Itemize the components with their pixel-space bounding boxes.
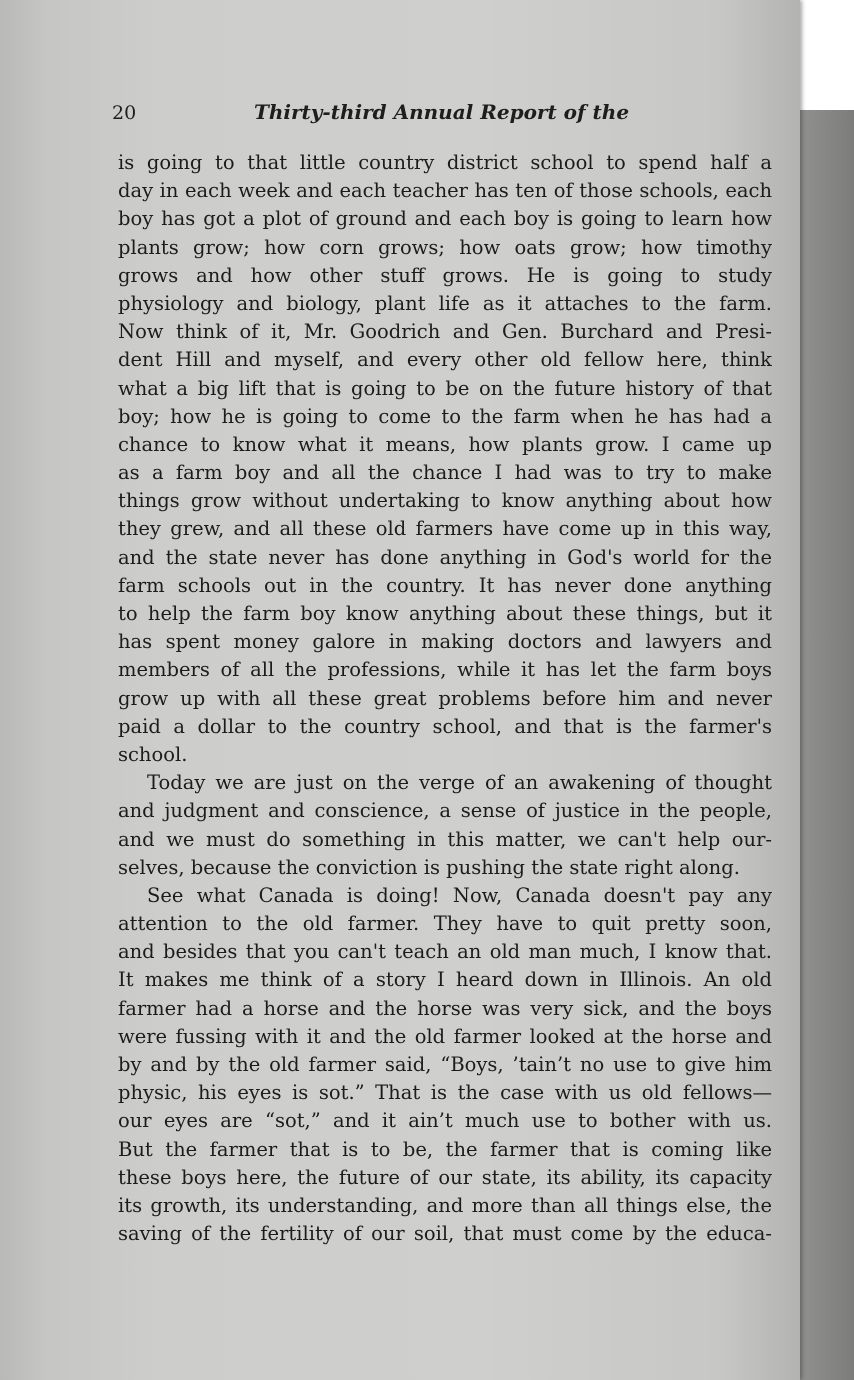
text-line: plants grow; how corn grows; how oats grow; how timothy [118, 235, 772, 259]
text-line: farm schools out in the country. It has never done anything [118, 573, 772, 597]
text-line: chance to know what it means, how plants grow. I came up [118, 432, 772, 456]
text-line: paid a dollar to the country school, and that is the farmer's [118, 714, 772, 738]
text-line: Now think of it, Mr. Goodrich and Gen. Burchard and Presi- [118, 320, 772, 344]
background-margin [792, 0, 854, 110]
text-line: and besides that you can't teach an old man much, I know that. [118, 940, 772, 964]
page-header [112, 98, 672, 132]
text-line: and the state never has done anything in God's world for the [118, 545, 772, 569]
text-line: grow up with all these great problems before him and never [118, 686, 772, 710]
text-line: and we must do something in this matter, we can't help our- [118, 827, 772, 851]
text-line: these boys here, the future of our state, its ability, its capacity [118, 1165, 772, 1189]
text-line: they grew, and all these old farmers have come up in this way, [118, 517, 772, 541]
text-line: its growth, its understanding, and more than all things else, the [118, 1193, 772, 1217]
text-line: by and by the old farmer said, “Boys, ’tain’t no use to give him [118, 1053, 772, 1076]
text-line: grows and how other stuff grows. He is going to study [118, 263, 772, 287]
paragraph-start-line: See what Canada is doing! Now, Canada doesn't pay any [147, 883, 772, 907]
text-line: physiology and biology, plant life as it attaches to the farm. [118, 291, 772, 315]
text-line: school. [118, 742, 188, 766]
text-line: It makes me think of a story I heard down in Illinois. An old [118, 968, 772, 992]
text-line: But the farmer that is to be, the farmer that is coming like [118, 1137, 772, 1161]
paragraph-start-line: Today we are just on the verge of an awakening of thought [147, 771, 772, 795]
text-line: day in each week and each teacher has ten of those schools, each [118, 179, 772, 203]
page-number: 20 [112, 102, 137, 124]
text-line: to help the farm boy know anything about these things, but it [118, 602, 772, 625]
text-line: physic, his eyes is sot.” That is the case with us old fellows— [118, 1081, 772, 1105]
text-line: saving of the fertility of our soil, that must come by the educa- [118, 1222, 772, 1246]
text-line: boy has got a plot of ground and each boy is going to learn how [118, 207, 772, 231]
text-line: boy; how he is going to come to the farm when he has had a [118, 404, 772, 428]
running-title: Thirty-third Annual Report of the [254, 100, 630, 124]
text-line: members of all the professions, while it has let the farm boys [118, 658, 772, 682]
text-line: has spent money galore in making doctors and lawyers and [118, 630, 772, 654]
text-line: farmer had a horse and the horse was very sick, and the boys [118, 996, 772, 1020]
text-line: things grow without undertaking to know anything about how [118, 489, 772, 513]
text-line: selves, because the conviction is pushing the state right along. [118, 855, 740, 879]
text-line: is going to that little country district school to spend half a [118, 151, 772, 174]
body-text [118, 149, 772, 1248]
text-line: attention to the old farmer. They have to quit pretty soon, [118, 912, 772, 936]
text-line: were fussing with it and the old farmer looked at the horse and [118, 1024, 772, 1048]
text-line: as a farm boy and all the chance I had was to try to make [118, 461, 772, 485]
text-line: our eyes are “sot,” and it ain’t much use to bother with us. [118, 1109, 772, 1133]
text-line: what a big lift that is going to be on the future history of that [118, 376, 772, 400]
text-line: dent Hill and myself, and every other old fellow here, think [118, 348, 772, 372]
text-line: and judgment and conscience, a sense of justice in the people, [118, 799, 772, 823]
